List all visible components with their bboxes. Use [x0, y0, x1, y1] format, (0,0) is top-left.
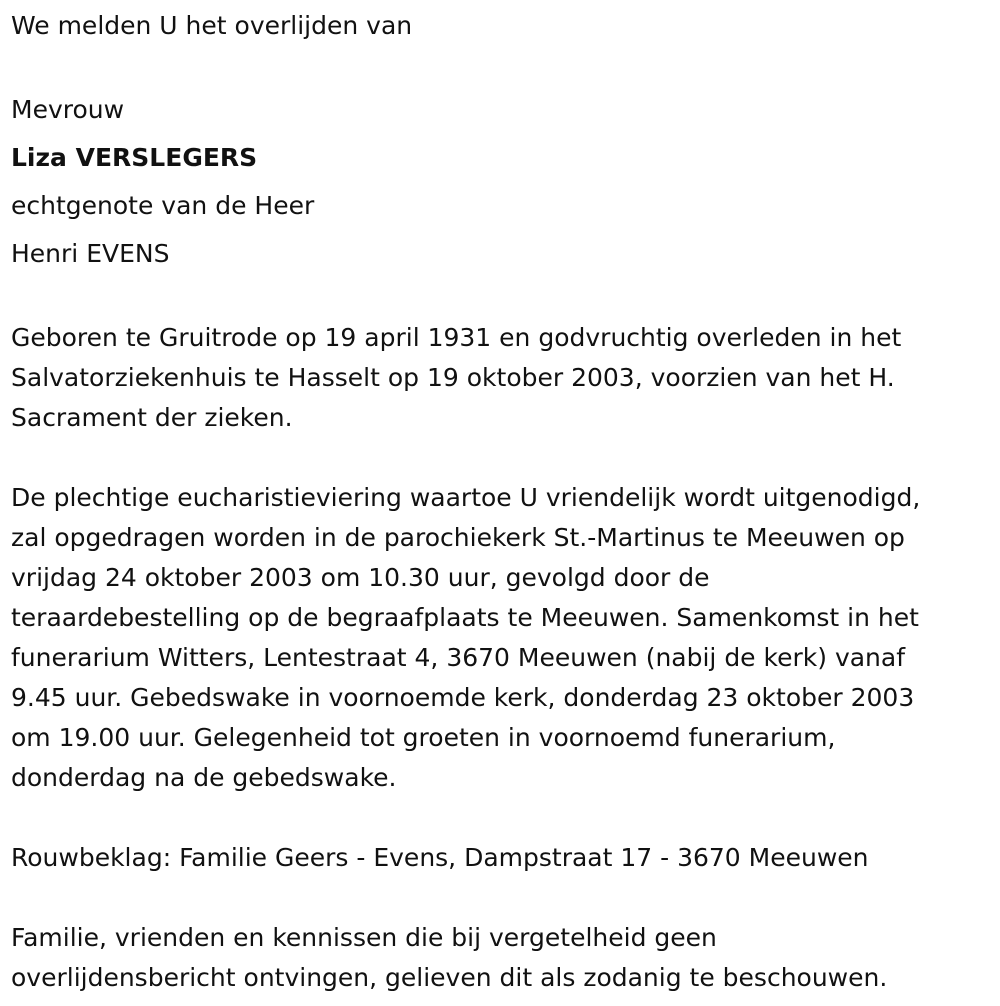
- paragraph-line: zal opgedragen worden in de parochiekerk St.-Martinus te Meeuwen op: [11, 523, 905, 552]
- intro-line: We melden U het overlijden van: [11, 11, 413, 40]
- spacer: [11, 878, 991, 918]
- spacer: [11, 438, 991, 478]
- spacer: [11, 278, 991, 318]
- paragraph-line: De plechtige eucharistieviering waartoe U vriendelijk wordt uitgenodigd,: [11, 483, 921, 512]
- obituary-notice: [11, 6, 991, 998]
- salutation: Mevrouw: [11, 95, 125, 124]
- paragraph-line: vrijdag 24 oktober 2003 om 10.30 uur, gevolgd door de: [11, 563, 710, 592]
- birth-paragraph: [11, 318, 991, 438]
- spouse-name: Henri EVENS: [11, 239, 170, 268]
- paragraph-line: Geboren te Gruitrode op 19 april 1931 en godvruchtig overleden in het: [11, 323, 902, 352]
- deceased-name: Liza VERSLEGERS: [11, 143, 258, 172]
- closing-paragraph: [11, 918, 991, 998]
- paragraph-line: funerarium Witters, Lentestraat 4, 3670 Meeuwen (nabij de kerk) vanaf: [11, 643, 906, 672]
- paragraph-line: Salvatorziekenhuis te Hasselt op 19 oktober 2003, voorzien van het H.: [11, 363, 895, 392]
- ceremony-paragraph: [11, 478, 991, 798]
- paragraph-line: teraardebestelling op de begraafplaats te Meeuwen. Samenkomst in het: [11, 603, 919, 632]
- paragraph-line: Familie, vrienden en kennissen die bij vergetelheid geen: [11, 923, 717, 952]
- deceased-block: [11, 86, 991, 278]
- paragraph-line: overlijdensbericht ontvingen, gelieven dit als zodanig te beschouwen.: [11, 963, 888, 992]
- paragraph-line: donderdag na de gebedswake.: [11, 763, 397, 792]
- paragraph-line: om 19.00 uur. Gelegenheid tot groeten in voornoemd funerarium,: [11, 723, 836, 752]
- condolences-line: Rouwbeklag: Familie Geers - Evens, Dampstraat 17 - 3670 Meeuwen: [11, 843, 869, 872]
- paragraph-line: 9.45 uur. Gebedswake in voornoemde kerk, donderdag 23 oktober 2003: [11, 683, 915, 712]
- paragraph-line: Sacrament der zieken.: [11, 403, 293, 432]
- relation-line: echtgenote van de Heer: [11, 191, 315, 220]
- spacer: [11, 798, 991, 838]
- spacer: [11, 46, 991, 86]
